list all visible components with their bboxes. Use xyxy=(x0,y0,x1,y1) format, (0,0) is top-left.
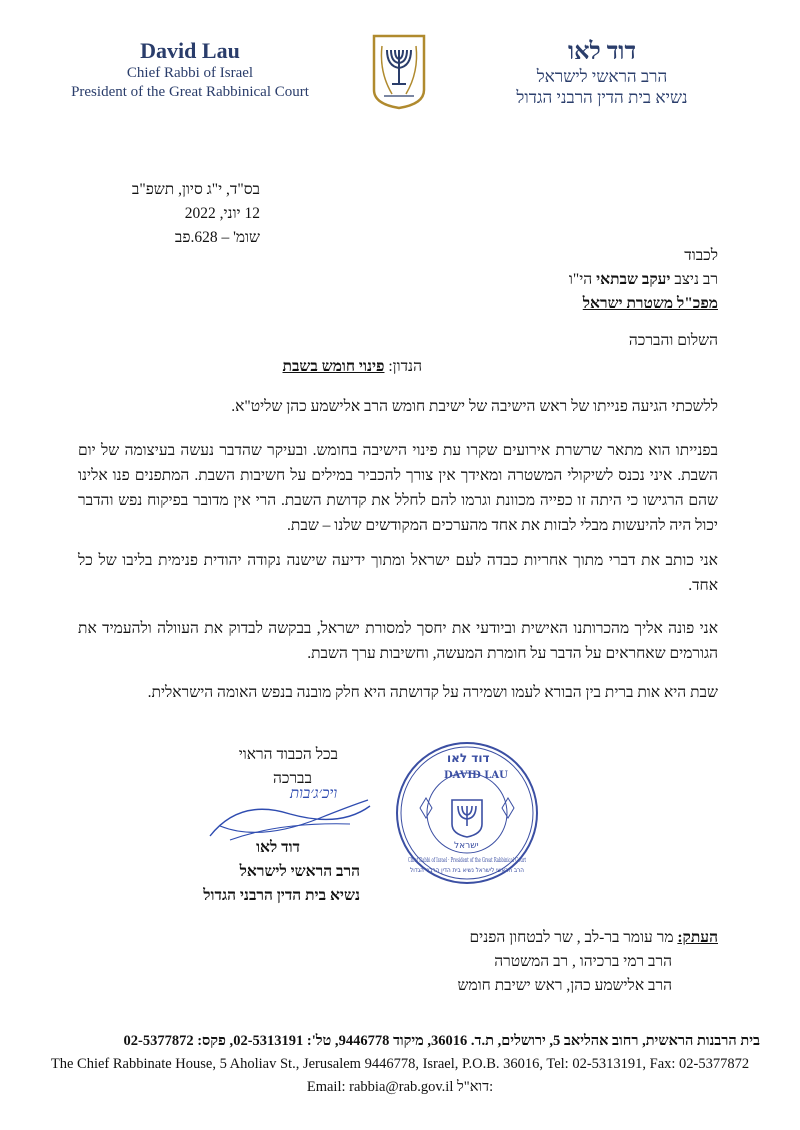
recipient-role: מפכ"ל משטרת ישראל xyxy=(582,295,718,312)
body-paragraph-2: בפנייתו הוא מתאר שרשרת אירועים שקרו עת פינוי הישיבה בחומש. ובעיקר שהדבר נעשה בעיצומה של יום השבת. איני נכנס לשיקולי המשטרה ומאידך אין צורך להכביר במילים על חשיבות השבת. המתפנים פנו אלינו שהם הרגישו כי היתה זו כפייה מכוונת וגרמו להם לחלל את קדושת השבת. הרי אין מדובר בפיקוח נפש והדבר יכול היה להיעשות מבלי לבזות את אחד מהערכים המקודשים שלנו – שבת. xyxy=(78,442,718,534)
signature-handwritten-text: ויכ׳ג׳בות xyxy=(290,784,338,802)
recipient-block xyxy=(78,244,718,316)
cc-recipient-3: הרב אלישמע כהן, ראש ישיבת חומש xyxy=(457,977,672,994)
hebrew-date: בס"ד, י"ג סיון, תשפ"ב xyxy=(131,181,260,198)
gregorian-date: 12 יוני, 2022 xyxy=(184,205,260,222)
seal-english-text: Chief Rabbi of Israel · President of the Great Rabbinical Court xyxy=(408,856,527,864)
seal-hebrew-name: דוד לאו xyxy=(447,751,490,765)
english-name: David Lau xyxy=(140,38,240,63)
cc-recipient-1: מר עומר בר-לב , שר לבטחון הפנים xyxy=(469,929,674,946)
cc-line-1 xyxy=(318,926,718,950)
cc-block xyxy=(318,926,718,998)
letterhead-english xyxy=(60,38,320,102)
body-paragraph-5: שבת היא אות ברית בין הבורא לעמו ושמירה על קדושתה היא חלק מובנה בנפש האומה הישראלית. xyxy=(147,684,718,701)
signer-block xyxy=(110,836,360,908)
cc-recipient-2: הרב רמי ברכיהו , רב המשטרה xyxy=(494,953,672,970)
hebrew-title: הרב הראשי לישראל xyxy=(536,67,668,86)
english-title: Chief Rabbi of Israel xyxy=(126,65,254,81)
signer-court: נשיא בית הדין הרבני הגדול xyxy=(203,887,360,904)
menorah-emblem-icon xyxy=(370,32,428,110)
hebrew-court: נשיא בית הדין הרבני הגדול xyxy=(516,88,688,107)
subject-text: פינוי חומש בשבת xyxy=(282,358,385,375)
hebrew-name: דוד לאו xyxy=(567,39,636,65)
subject-line xyxy=(122,355,422,379)
recipient-name: יעקב שבתאי xyxy=(596,271,671,288)
signer-name: דוד לאו xyxy=(256,839,300,856)
recipient-suffix: הי"ו xyxy=(568,271,593,288)
footer-hebrew-address: בית הרבנות הראשית, רחוב אהליאב 5, ירושלים, ת.ד. 36016, מיקוד 9446778, טל': 02-5313191, פקס: 02-5377872 xyxy=(123,1033,760,1049)
official-stamp-seal-icon xyxy=(392,738,542,888)
seal-inner-text: ישראל xyxy=(454,841,479,851)
body-paragraph-3: אני כותב את דברי מתוך אחריות כבדה לעם ישראל ומתוך ידיעה שישנה נקודה יהודית פנימית בליבו של כל אחד. xyxy=(78,552,718,594)
body-paragraph-4: אני פונה אליך מהכרותנו האישית וביודעי את יחסך למסורת ישראל, בבקשה לבדוק את העוולה ולהעמיד את הגורמים שאחראים על הדבר על חומרת המעשה, וחשיבות ערך השבת. xyxy=(78,620,718,662)
footer-email[interactable]: rabbia@rab.gov.il xyxy=(349,1079,454,1095)
footer-email-line xyxy=(40,1076,760,1099)
letterhead-hebrew xyxy=(452,38,752,108)
signer-title: הרב הראשי לישראל xyxy=(239,863,360,880)
english-court: President of the Great Rabbinical Court xyxy=(71,84,309,100)
seal-hebrew-text: הרב הראשי לישראל נשיא בית הדין הרבני הגדול xyxy=(410,866,524,874)
recipient-rank: רב ניצב xyxy=(674,271,718,288)
recipient-line xyxy=(78,268,718,292)
cc-label: העתק: xyxy=(677,929,718,946)
closing-respect: בכל הכבוד הראוי xyxy=(238,746,338,763)
greeting: השלום והברכה xyxy=(628,332,718,349)
body-paragraph-1: ללשכתי הגיעה פנייתו של ראש הישיבה של ישיבת חומש הרב אלישמע כהן שליט"א. xyxy=(231,398,718,415)
footer-english-address: The Chief Rabbinate House, 5 Aholiav St., Jerusalem 9446778, Israel, P.O.B. 36016, Tel: 02-5313191, Fax: 02-5377872 xyxy=(50,1056,750,1072)
subject-label: הנדון: xyxy=(388,358,422,375)
date-block xyxy=(60,178,260,250)
footer-email-label: Email: xyxy=(306,1079,346,1095)
seal-english-name: DAVID LAU xyxy=(444,770,508,781)
closing-blessing: בברכה xyxy=(272,770,312,787)
footer-email-hebrew-label: דוא"ל: xyxy=(457,1079,494,1095)
reference-number: שומ' – 628.פב xyxy=(174,229,260,246)
recipient-to: לכבוד xyxy=(684,247,718,264)
